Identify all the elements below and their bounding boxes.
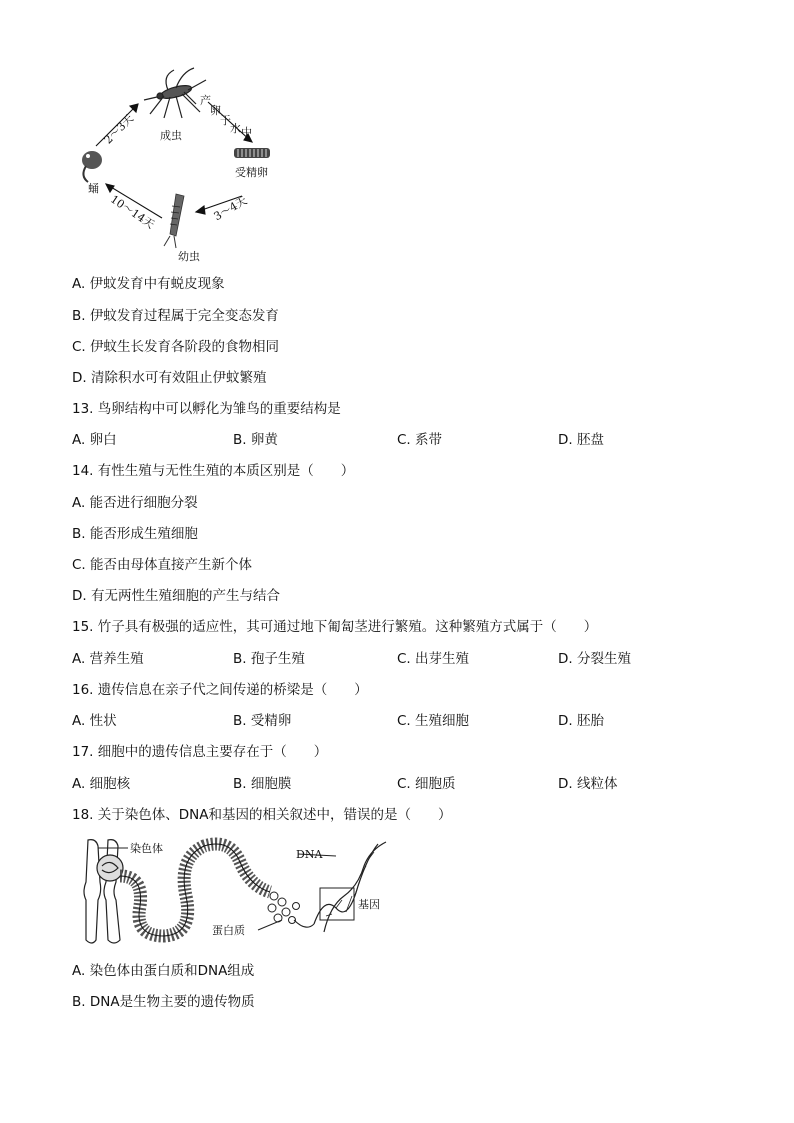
q16-stem: 16. 遗传信息在亲子代之间传递的桥梁是（ ） — [72, 682, 368, 698]
pupa-label: 蛹 — [88, 182, 99, 195]
nucleosome-beads-illustration — [268, 892, 314, 927]
chromatin-coil-illustration — [120, 844, 270, 936]
q13-options — [72, 431, 752, 449]
arrow-label-lay-eggs-1: 产 — [200, 94, 211, 107]
q14-option-d: D. 有无两性生殖细胞的产生与结合 — [72, 588, 280, 604]
q16-option-b: B. 受精卵 — [233, 713, 292, 729]
adult-label: 成虫 — [160, 129, 182, 142]
protein-label: 蛋白质 — [212, 924, 245, 937]
q17-option-a: A. 细胞核 — [72, 776, 131, 792]
q14-option-a: A. 能否进行细胞分裂 — [72, 495, 198, 511]
arrow-label-lay-eggs-5: 中 — [241, 126, 252, 139]
mosquito-life-cycle-figure — [72, 66, 282, 262]
q13-stem: 13. 鸟卵结构中可以孵化为雏鸟的重要结构是 — [72, 401, 341, 417]
q12-option-a: A. 伊蚊发育中有蜕皮现象 — [72, 276, 225, 292]
q12-option-c: C. 伊蚊生长发育各阶段的食物相同 — [72, 339, 280, 355]
q15-stem: 15. 竹子具有极强的适应性，其可通过地下匍匐茎进行繁殖。这种繁殖方式属于（ ） — [72, 619, 598, 635]
arrow-label-lay-eggs-3: 于 — [220, 114, 231, 127]
q17-option-b: B. 细胞膜 — [233, 776, 292, 792]
q15-option-b: B. 孢子生殖 — [233, 651, 305, 667]
q17-stem: 17. 细胞中的遗传信息主要存在于（ ） — [72, 744, 328, 760]
q13-option-b: B. 卵黄 — [233, 432, 278, 448]
q14-stem: 14. 有性生殖与无性生殖的本质区别是（ ） — [72, 463, 355, 479]
chromosome-dna-gene-figure — [74, 836, 400, 948]
q16-option-d: D. 胚胎 — [558, 713, 604, 729]
arrow-label-10-14-days: 10～14天 — [108, 192, 157, 232]
q13-option-c: C. 系带 — [397, 432, 443, 448]
arrow-label-lay-eggs-2: 卵 — [210, 104, 221, 117]
q15-options — [72, 650, 752, 668]
larva-label: 幼虫 — [178, 250, 200, 262]
q15-option-d: D. 分裂生殖 — [558, 651, 631, 667]
q13-option-a: A. 卵白 — [72, 432, 117, 448]
q15-option-a: A. 营养生殖 — [72, 651, 144, 667]
q17-option-c: C. 细胞质 — [397, 776, 456, 792]
dna-label: DNA — [296, 848, 323, 861]
q16-option-c: C. 生殖细胞 — [397, 713, 470, 729]
arrow-label-2-3-days: 2～3天 — [101, 111, 137, 147]
q18-option-b: B. DNA是生物主要的遗传物质 — [72, 994, 255, 1010]
fertilized-egg-label: 受精卵 — [235, 166, 268, 179]
q18-stem: 18. 关于染色体、DNA和基因的相关叙述中，错误的是（ ） — [72, 807, 452, 823]
q13-option-d: D. 胚盘 — [558, 432, 604, 448]
adult-mosquito-illustration — [144, 68, 206, 118]
q17-option-d: D. 线粒体 — [558, 776, 618, 792]
q17-options — [72, 775, 752, 793]
q16-option-a: A. 性状 — [72, 713, 117, 729]
q18-option-a: A. 染色体由蛋白质和DNA组成 — [72, 963, 255, 979]
chromosome-label: 染色体 — [130, 842, 163, 855]
q14-option-c: C. 能否由母体直接产生新个体 — [72, 557, 253, 573]
arrow-label-3-4-days: 3～4天 — [211, 194, 250, 224]
arrow-label-lay-eggs-4: 水 — [230, 122, 241, 135]
q14-option-b: B. 能否形成生殖细胞 — [72, 526, 198, 542]
q12-option-d: D. 清除积水可有效阻止伊蚊繁殖 — [72, 370, 267, 386]
pupa-illustration — [82, 151, 102, 182]
larva-illustration — [164, 194, 184, 248]
gene-label: 基因 — [358, 898, 380, 911]
q16-options — [72, 712, 752, 730]
q15-option-c: C. 出芽生殖 — [397, 651, 470, 667]
chromosome-illustration — [84, 840, 123, 943]
q12-option-b: B. 伊蚊发育过程属于完全变态发育 — [72, 308, 279, 324]
egg-raft-illustration — [234, 148, 270, 158]
